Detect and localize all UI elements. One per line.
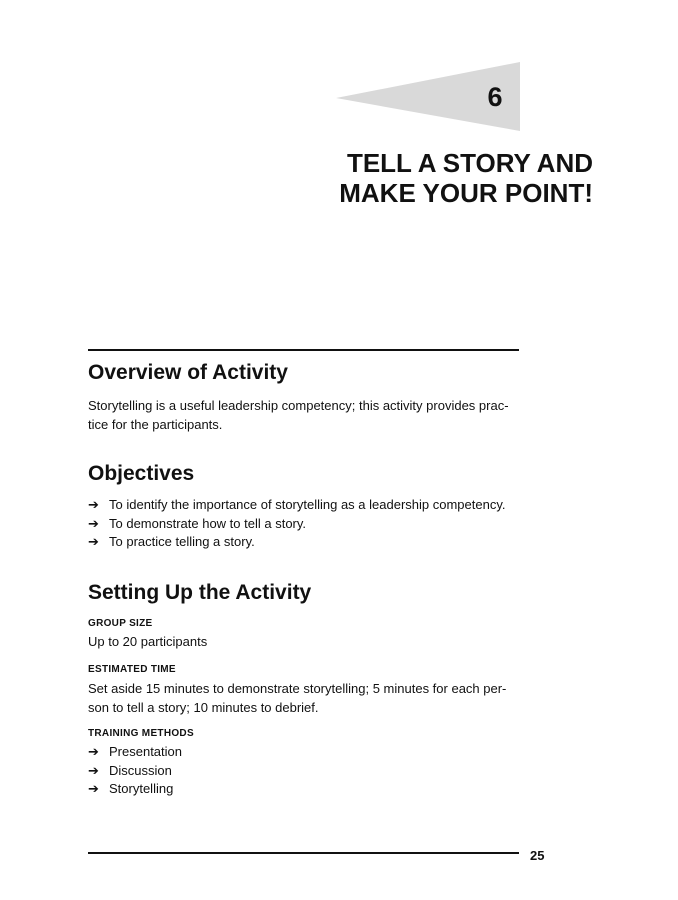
arrow-right-icon: ➔ xyxy=(88,497,99,512)
estimated-time-label: ESTIMATED TIME xyxy=(88,664,176,675)
chapter-title-line-2: MAKE YOUR POINT! xyxy=(339,178,593,208)
arrow-right-icon: ➔ xyxy=(88,744,99,759)
list-item: ➔ Storytelling xyxy=(88,780,538,799)
chapter-number: 6 xyxy=(487,82,503,112)
list-item: ➔ Presentation xyxy=(88,743,538,762)
overview-text xyxy=(88,397,523,434)
list-item: ➔ To identify the importance of storytelling as a leadership competency. xyxy=(88,496,538,515)
arrow-right-icon: ➔ xyxy=(88,781,99,796)
objectives-heading: Objectives xyxy=(88,462,195,485)
overview-text-line-1: Storytelling is a useful leadership competency; this activity provides prac- xyxy=(88,398,509,413)
top-rule xyxy=(88,349,519,351)
list-item: ➔ To practice telling a story. xyxy=(88,533,538,552)
list-item: ➔ To demonstrate how to tell a story. xyxy=(88,515,538,534)
training-methods-list xyxy=(88,743,538,799)
objectives-list xyxy=(88,496,538,552)
arrow-right-icon: ➔ xyxy=(88,515,99,531)
list-item: ➔ Discussion xyxy=(88,762,538,781)
overview-heading: Overview of Activity xyxy=(88,361,288,384)
arrow-right-icon: ➔ xyxy=(88,762,99,778)
training-methods-label: TRAINING METHODS xyxy=(88,728,194,739)
estimated-time-line-1: Set aside 15 minutes to demonstrate storytelling; 5 minutes for each per- xyxy=(88,681,507,696)
estimated-time-line-2: son to tell a story; 10 minutes to debrief. xyxy=(88,699,319,715)
chapter-title xyxy=(300,148,593,208)
arrow-right-icon: ➔ xyxy=(88,534,99,549)
footer-rule xyxy=(88,852,519,854)
chapter-title-line-1: TELL A STORY AND xyxy=(346,148,593,178)
overview-text-line-2: tice for the participants. xyxy=(88,416,223,432)
group-size-label: GROUP SIZE xyxy=(88,618,153,629)
setup-heading: Setting Up the Activity xyxy=(88,581,312,604)
estimated-time-value xyxy=(88,680,523,717)
group-size-value: Up to 20 participants xyxy=(88,634,208,649)
page-number: 25 xyxy=(530,848,545,863)
